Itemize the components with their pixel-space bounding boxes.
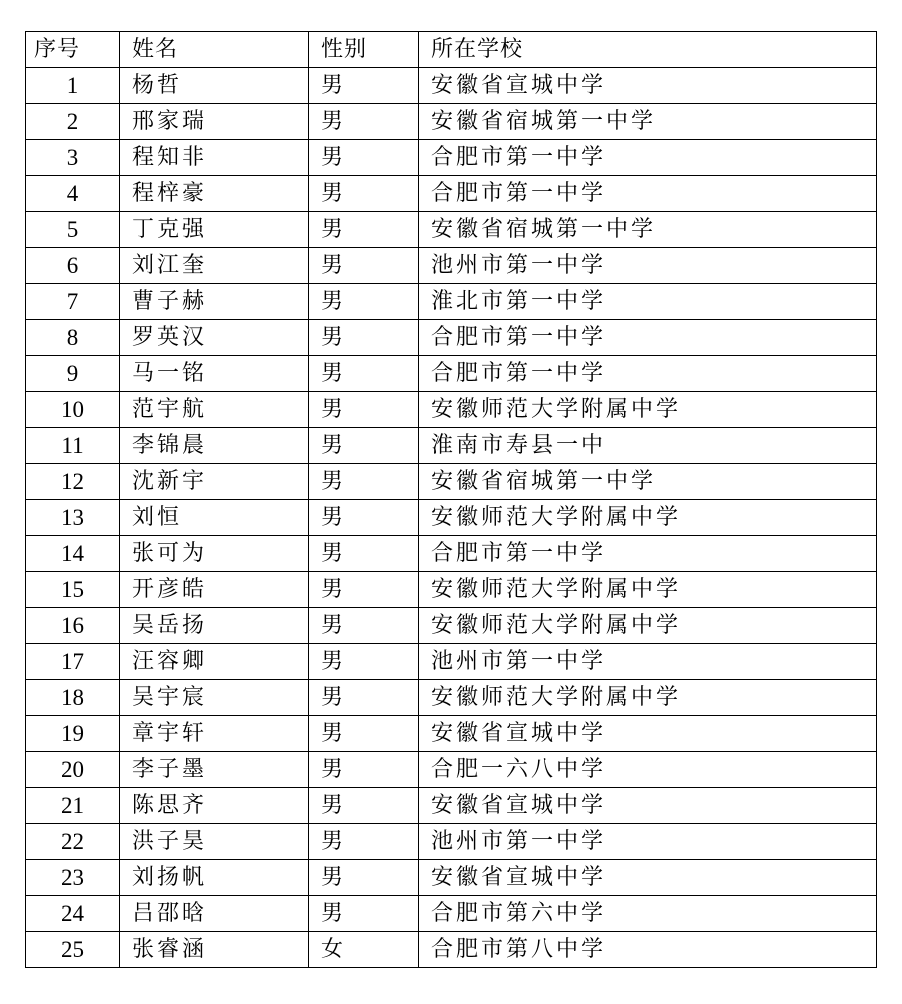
cell-school: 安徽师范大学附属中学 [419,680,877,716]
table-row [26,356,877,392]
cell-gender: 男 [309,320,419,356]
cell-school: 安徽师范大学附属中学 [419,392,877,428]
table-row [26,608,877,644]
table-row [26,140,877,176]
cell-serial-number: 23 [26,860,120,896]
cell-school: 安徽省宣城中学 [419,716,877,752]
cell-serial-number: 5 [26,212,120,248]
cell-gender: 男 [309,644,419,680]
cell-serial-number: 11 [26,428,120,464]
table-row [26,536,877,572]
cell-school: 安徽师范大学附属中学 [419,608,877,644]
cell-school: 合肥市第八中学 [419,932,877,968]
table-row [26,716,877,752]
cell-serial-number: 25 [26,932,120,968]
cell-gender: 男 [309,608,419,644]
table-row [26,644,877,680]
cell-serial-number: 24 [26,896,120,932]
cell-name: 沈新宇 [120,464,309,500]
cell-gender: 男 [309,788,419,824]
cell-serial-number: 10 [26,392,120,428]
cell-name: 刘江奎 [120,248,309,284]
cell-serial-number: 12 [26,464,120,500]
cell-name: 刘扬帆 [120,860,309,896]
cell-serial-number: 16 [26,608,120,644]
cell-school: 池州市第一中学 [419,248,877,284]
cell-name: 丁克强 [120,212,309,248]
cell-school: 安徽省宿城第一中学 [419,104,877,140]
cell-gender: 男 [309,824,419,860]
cell-gender: 男 [309,68,419,104]
cell-serial-number: 7 [26,284,120,320]
cell-serial-number: 22 [26,824,120,860]
cell-name: 洪子昊 [120,824,309,860]
header-serial-number: 序号 [26,32,120,68]
table-row [26,932,877,968]
cell-school: 合肥市第一中学 [419,536,877,572]
cell-serial-number: 4 [26,176,120,212]
cell-name: 程梓豪 [120,176,309,212]
student-list-table [25,31,877,968]
table-row [26,176,877,212]
table-row [26,464,877,500]
cell-name: 范宇航 [120,392,309,428]
cell-name: 李锦晨 [120,428,309,464]
cell-school: 安徽省宣城中学 [419,860,877,896]
table-body [26,68,877,968]
cell-school: 安徽省宿城第一中学 [419,464,877,500]
cell-serial-number: 20 [26,752,120,788]
table-row [26,284,877,320]
cell-school: 合肥市第六中学 [419,896,877,932]
cell-name: 李子墨 [120,752,309,788]
cell-school: 合肥市第一中学 [419,176,877,212]
cell-serial-number: 15 [26,572,120,608]
cell-school: 合肥市第一中学 [419,356,877,392]
table-row [26,392,877,428]
table-row [26,320,877,356]
cell-name: 张睿涵 [120,932,309,968]
cell-gender: 男 [309,392,419,428]
cell-gender: 男 [309,572,419,608]
cell-name: 杨哲 [120,68,309,104]
table-row [26,500,877,536]
cell-name: 陈思齐 [120,788,309,824]
table-row [26,752,877,788]
cell-school: 安徽省宣城中学 [419,68,877,104]
cell-serial-number: 19 [26,716,120,752]
cell-gender: 男 [309,716,419,752]
cell-gender: 男 [309,140,419,176]
table-row [26,824,877,860]
cell-serial-number: 14 [26,536,120,572]
table-row [26,788,877,824]
cell-name: 罗英汉 [120,320,309,356]
cell-school: 淮南市寿县一中 [419,428,877,464]
cell-name: 曹子赫 [120,284,309,320]
cell-school: 合肥市第一中学 [419,140,877,176]
cell-serial-number: 3 [26,140,120,176]
cell-serial-number: 21 [26,788,120,824]
cell-serial-number: 9 [26,356,120,392]
cell-serial-number: 13 [26,500,120,536]
cell-gender: 男 [309,284,419,320]
cell-school: 合肥市第一中学 [419,320,877,356]
cell-gender: 女 [309,932,419,968]
cell-gender: 男 [309,680,419,716]
table-row [26,68,877,104]
cell-serial-number: 1 [26,68,120,104]
table-row [26,428,877,464]
header-row [26,32,877,68]
cell-serial-number: 18 [26,680,120,716]
cell-gender: 男 [309,860,419,896]
cell-school: 安徽省宣城中学 [419,788,877,824]
cell-gender: 男 [309,428,419,464]
cell-name: 邢家瑞 [120,104,309,140]
table-row [26,860,877,896]
cell-gender: 男 [309,356,419,392]
cell-school: 安徽省宿城第一中学 [419,212,877,248]
table-header [26,32,877,68]
cell-name: 马一铭 [120,356,309,392]
cell-name: 吕邵晗 [120,896,309,932]
table-row [26,680,877,716]
table-row [26,104,877,140]
cell-gender: 男 [309,536,419,572]
cell-name: 程知非 [120,140,309,176]
cell-gender: 男 [309,752,419,788]
cell-name: 吴岳扬 [120,608,309,644]
cell-gender: 男 [309,248,419,284]
cell-gender: 男 [309,104,419,140]
table-row [26,572,877,608]
table-row [26,248,877,284]
header-gender: 性别 [309,32,419,68]
cell-serial-number: 17 [26,644,120,680]
cell-gender: 男 [309,176,419,212]
cell-school: 池州市第一中学 [419,824,877,860]
cell-name: 吴宇宸 [120,680,309,716]
cell-serial-number: 2 [26,104,120,140]
cell-name: 开彦皓 [120,572,309,608]
cell-name: 章宇轩 [120,716,309,752]
cell-gender: 男 [309,212,419,248]
cell-name: 刘恒 [120,500,309,536]
header-name: 姓名 [120,32,309,68]
cell-gender: 男 [309,464,419,500]
cell-name: 张可为 [120,536,309,572]
cell-gender: 男 [309,500,419,536]
cell-school: 淮北市第一中学 [419,284,877,320]
cell-serial-number: 8 [26,320,120,356]
table-row [26,212,877,248]
cell-school: 池州市第一中学 [419,644,877,680]
header-school: 所在学校 [419,32,877,68]
cell-serial-number: 6 [26,248,120,284]
table-row [26,896,877,932]
cell-school: 安徽师范大学附属中学 [419,500,877,536]
cell-school: 安徽师范大学附属中学 [419,572,877,608]
cell-gender: 男 [309,896,419,932]
cell-name: 汪容卿 [120,644,309,680]
cell-school: 合肥一六八中学 [419,752,877,788]
